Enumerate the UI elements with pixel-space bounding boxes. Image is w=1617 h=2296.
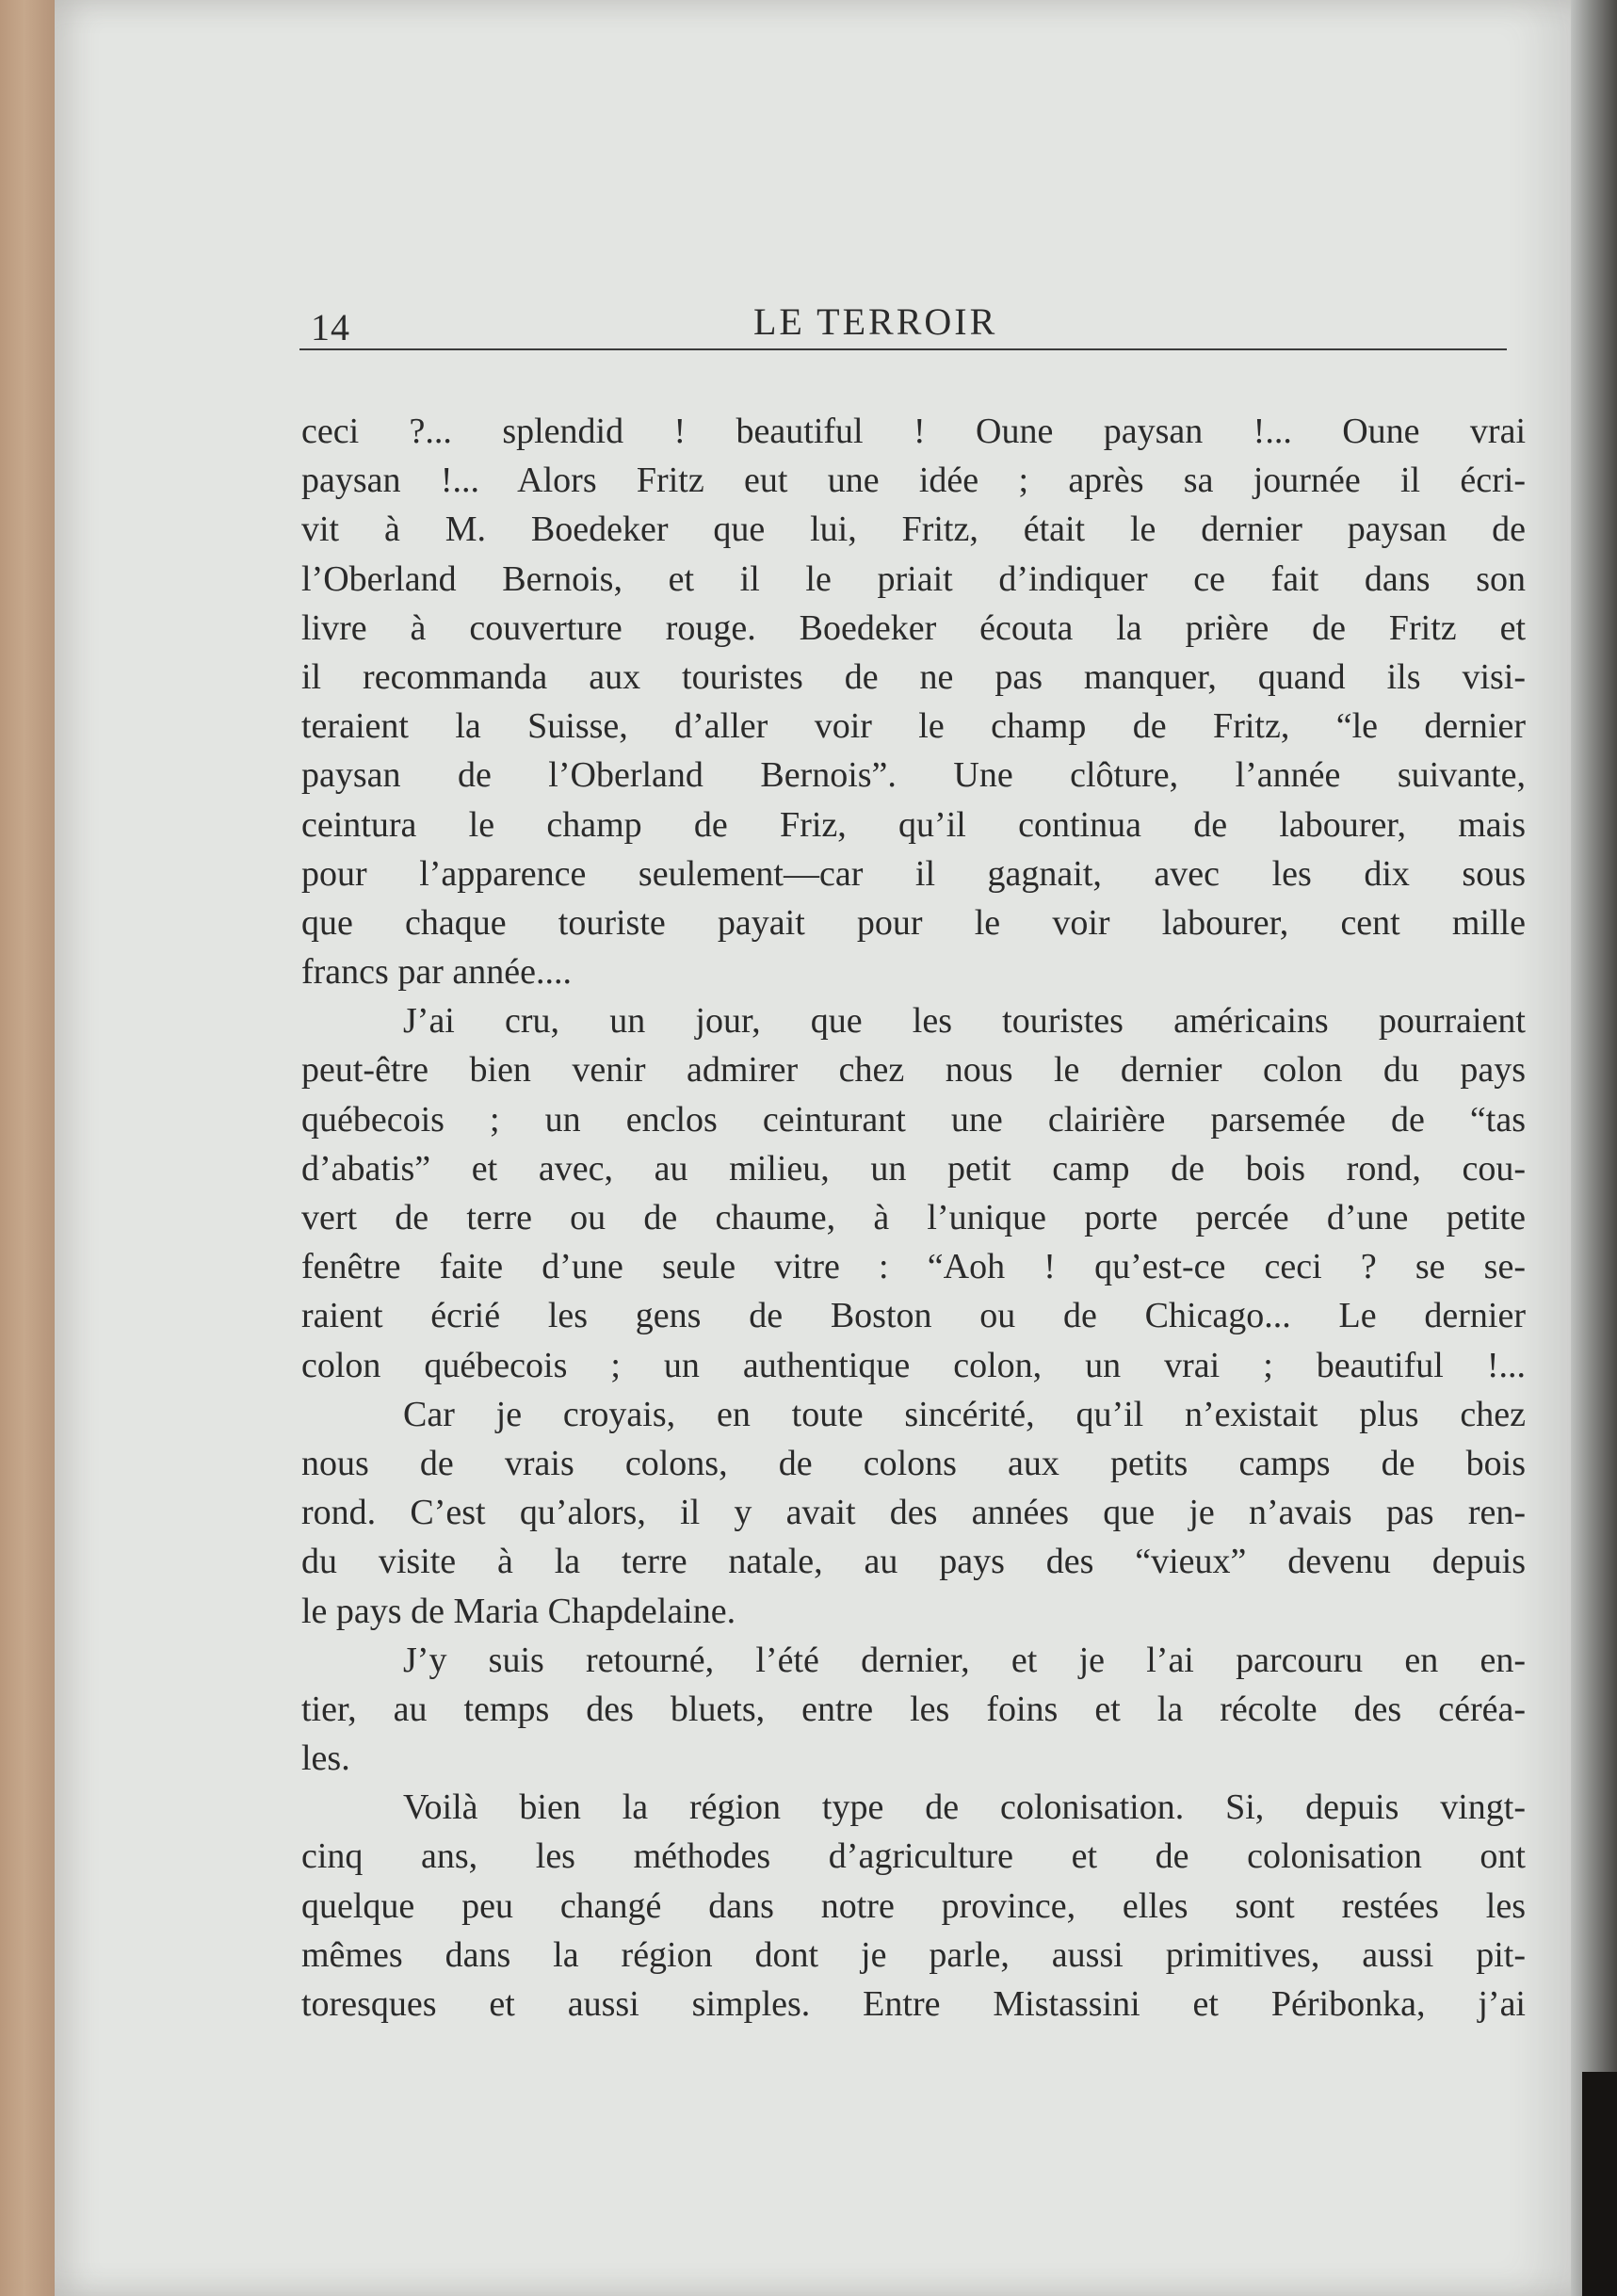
text-line: rond. C’est qu’alors, il y avait des années que je n’avais pas ren- bbox=[301, 1493, 1526, 1533]
text-line: livre à couverture rouge. Boedeker écouta la prière de Fritz et bbox=[301, 607, 1526, 648]
text-line: mêmes dans la région dont je parle, aussi primitives, aussi pit- bbox=[301, 1934, 1526, 1975]
text-line: que chaque touriste payait pour le voir labourer, cent mille bbox=[301, 902, 1526, 943]
text-line: toresques et aussi simples. Entre Mistassini et Péribonka, j’ai bbox=[301, 1984, 1526, 2024]
running-title: LE TERROIR bbox=[753, 300, 998, 343]
text-line: du visite à la terre natale, au pays des “vieux” devenu depuis bbox=[301, 1542, 1526, 1582]
text-line: quelque peu changé dans notre province, elles sont restées les bbox=[301, 1885, 1526, 1926]
page-header bbox=[311, 299, 1507, 347]
text-line: tier, au temps des bluets, entre les foins et la récolte des céréa- bbox=[301, 1689, 1526, 1729]
text-line: Voilà bien la région type de colonisation. Si, depuis vingt- bbox=[403, 1787, 1526, 1828]
text-line: ceintura le champ de Friz, qu’il continua de labourer, mais bbox=[301, 804, 1526, 845]
text-line: il recommanda aux touristes de ne pas manquer, quand ils visi- bbox=[301, 656, 1526, 697]
text-line: colon québecois ; un authentique colon, un vrai ; beautiful !... bbox=[301, 1345, 1526, 1385]
text-line: teraient la Suisse, d’aller voir le champ de Fritz, “le dernier bbox=[301, 706, 1526, 747]
text-line: Car je croyais, en toute sincérité, qu’il n’existait plus chez bbox=[403, 1394, 1526, 1434]
text-line: ceci ?... splendid ! beautiful ! Oune paysan !... Oune vrai bbox=[301, 412, 1526, 451]
text-line: vit à M. Boedeker que lui, Fritz, était le dernier paysan de bbox=[301, 509, 1526, 550]
text-line: le pays de Maria Chapdelaine. bbox=[301, 1591, 736, 1631]
page-number: 14 bbox=[311, 306, 350, 348]
text-line: paysan de l’Oberland Bernois”. Une clôture, l’année suivante, bbox=[301, 755, 1526, 796]
text-line: raient écrié les gens de Boston ou de Chicago... Le dernier bbox=[301, 1296, 1526, 1336]
text-line: peut-être bien venir admirer chez nous le dernier colon du pays bbox=[301, 1050, 1526, 1091]
text-line: d’abatis” et avec, au milieu, un petit camp de bois rond, cou- bbox=[301, 1148, 1526, 1188]
text-line: nous de vrais colons, de colons aux petits camps de bois bbox=[301, 1443, 1526, 1483]
scan-shadow bbox=[1582, 2072, 1617, 2296]
binding-board bbox=[0, 0, 55, 2296]
text-line: l’Oberland Bernois, et il le priait d’indiquer ce fait dans son bbox=[301, 558, 1526, 599]
text-line: vert de terre ou de chaume, à l’unique porte percée d’une petite bbox=[301, 1198, 1526, 1237]
text-line: québecois ; un enclos ceinturant une clairière parsemée de “tas bbox=[301, 1099, 1526, 1140]
text-line: J’ai cru, un jour, que les touristes américains pourraient bbox=[403, 1001, 1526, 1042]
text-line: fenêtre faite d’une seule vitre : “Aoh ! qu’est-ce ceci ? se se- bbox=[301, 1247, 1526, 1287]
text-line: francs par année.... bbox=[301, 952, 572, 993]
text-line: J’y suis retourné, l’été dernier, et je l’ai parcouru en en- bbox=[403, 1640, 1526, 1680]
text-line: les. bbox=[301, 1738, 350, 1779]
header-rule bbox=[299, 348, 1507, 350]
text-line: cinq ans, les méthodes d’agriculture et de colonisation ont bbox=[301, 1836, 1526, 1877]
text-line: pour l’apparence seulement—car il gagnait, avec les dix sous bbox=[301, 853, 1526, 894]
body-text bbox=[301, 407, 1526, 2029]
page-edge bbox=[1571, 0, 1617, 2296]
text-line: paysan !... Alors Fritz eut une idée ; après sa journée il écri- bbox=[301, 461, 1526, 501]
